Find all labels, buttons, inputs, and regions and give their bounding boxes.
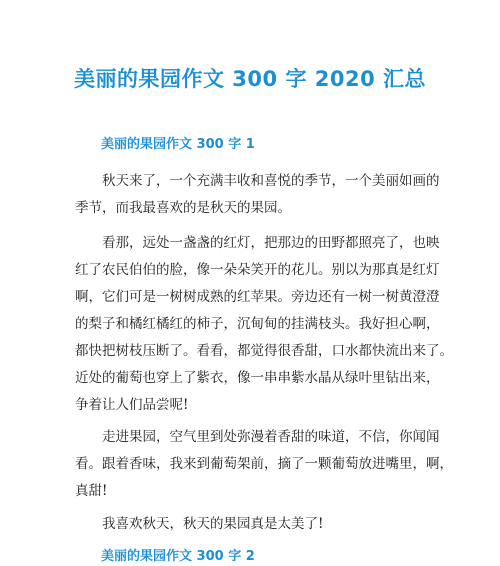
text-line: 季节，而我最喜欢的是秋天的果园。 — [75, 200, 291, 216]
text-line: 啊，它们可是一树树成熟的红苹果。旁边还有一树一树黄澄澄 — [75, 289, 440, 305]
text-line: 看那，远处一盏盏的红灯，把那边的田野都照亮了，也映 — [102, 235, 440, 251]
text-line: 走进果园，空气里到处弥漫着香甜的味道，不信，你闻闻 — [102, 429, 440, 445]
paragraph-2 — [75, 230, 453, 419]
section-heading-2: 美丽的果园作文 300 字 2 — [101, 549, 255, 564]
text-line: 我喜欢秋天，秋天的果园真是太美了! — [102, 516, 324, 532]
text-line: 争着让人们品尝呢! — [75, 397, 189, 413]
paragraph-1 — [75, 168, 440, 222]
text-line: 都快把树枝压断了。看看，都觉得很香甜，口水都快流出来了。 — [75, 343, 453, 359]
text-line: 红了农民伯伯的脸，像一朵朵笑开的花儿。别以为那真是红灯 — [75, 262, 440, 278]
text-line: 近处的葡萄也穿上了紫衣，像一串串紫水晶从绿叶里钻出来， — [75, 370, 440, 386]
paragraph-3 — [75, 424, 453, 505]
text-line: 看。跟着香味，我来到葡萄架前，摘了一颗葡萄放进嘴里，啊， — [75, 456, 453, 472]
paragraph-4 — [75, 511, 435, 538]
text-line: 真甜! — [75, 483, 108, 499]
text-line: 的梨子和橘红橘红的柿子，沉甸甸的挂满枝头。我好担心啊， — [75, 316, 440, 332]
page-title: 美丽的果园作文 300 字 2020 汇总 — [73, 67, 427, 91]
section-heading-1: 美丽的果园作文 300 字 1 — [101, 137, 255, 152]
text-line: 秋天来了，一个充满丰收和喜悦的季节，一个美丽如画的 — [102, 173, 440, 189]
